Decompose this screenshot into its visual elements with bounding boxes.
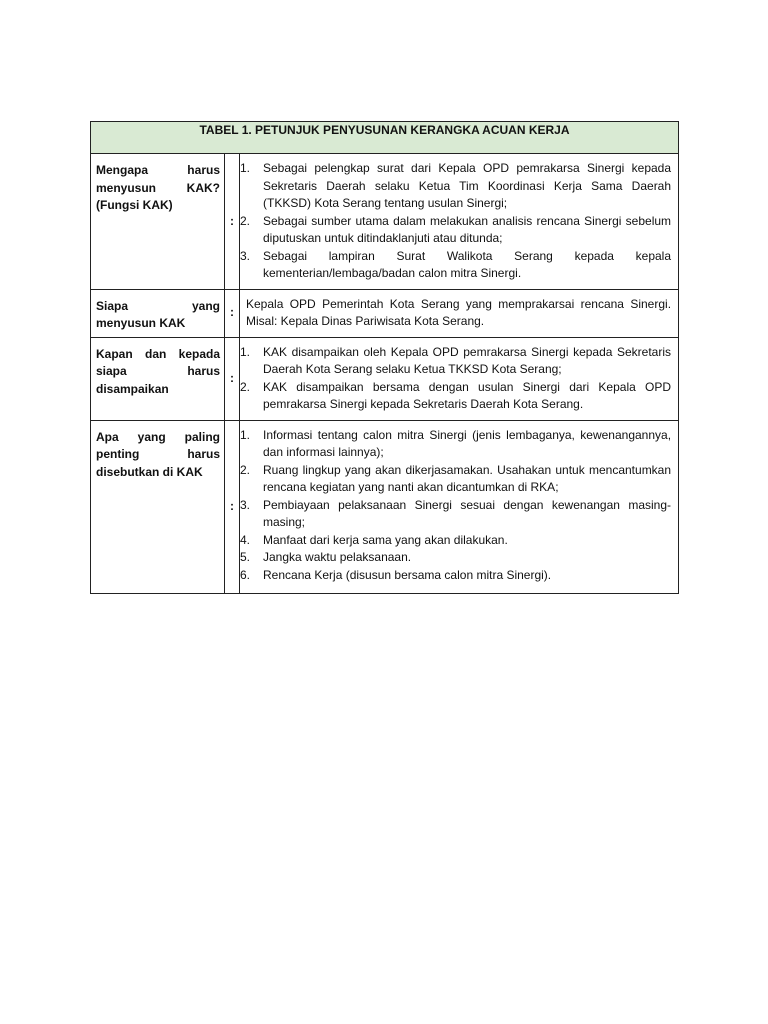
answer-list (240, 427, 671, 585)
answer-text: Kepala OPD Pemerintah Kota Serang yang memprakarsai rencana Sinergi. Misal: Kepala Dinas Pariwisata Kota Serang. (246, 296, 672, 328)
list-item: 3. Sebagai lampiran Surat Walikota Serang kepada kepala kementerian/lembaga/badan calon mitra Sinergi. (240, 248, 672, 280)
table-title: TABEL 1. PETUNJUK PENYUSUNAN KERANGKA ACUAN KERJA (91, 122, 679, 154)
table-row (91, 420, 679, 593)
answer-cell (240, 337, 679, 420)
list-item: 2. Ruang lingkup yang akan dikerjasamakan. Usahakan untuk mencantumkan rencana kegiatan yang nanti akan dicantumkan di RKA; (240, 462, 672, 494)
answer-list (240, 344, 671, 414)
list-item: 2. KAK disampaikan bersama dengan usulan Sinergi dari Kepala OPD pemrakarsa Sinergi kepada Sekretaris Daerah Kota Serang. (240, 379, 672, 411)
colon-separator: : (225, 420, 240, 593)
list-item: 3. Pembiayaan pelaksanaan Sinergi sesuai dengan kewenangan masing-masing; (240, 497, 672, 529)
question-cell: Siapa yang menyusun KAK (91, 289, 225, 337)
list-item: 1. Sebagai pelengkap surat dari Kepala OPD pemrakarsa Sinergi kepada Sekretaris Daerah selaku Ketua Tim Koordinasi Kerja Sama Daerah (TKKSD) Kota Serang tentang usulan Sinergi; (240, 161, 672, 210)
colon-separator: : (225, 289, 240, 337)
list-item: 6. Rencana Kerja (disusun bersama calon mitra Sinergi). (240, 567, 552, 582)
list-item: 5. Jangka waktu pelaksanaan. (240, 550, 412, 564)
question-cell: Kapan dan kepada siapa harus disampaikan (91, 337, 225, 420)
question-cell: Mengapa harus menyusun KAK? (Fungsi KAK) (91, 154, 225, 290)
colon-separator: : (225, 154, 240, 290)
table-row (91, 154, 679, 290)
answer-cell (240, 420, 679, 593)
question-cell: Apa yang paling penting harus disebutkan di KAK (91, 420, 225, 593)
answer-cell (240, 154, 679, 290)
list-item: 1. KAK disampaikan oleh Kepala OPD pemrakarsa Sinergi kepada Sekretaris Daerah Kota Serang selaku Ketua TKKSD Kota Serang; (240, 344, 672, 376)
table-title-row (91, 122, 679, 154)
table-row (91, 289, 679, 337)
answer-cell (240, 289, 679, 337)
list-item: 4. Manfaat dari kerja sama yang akan dilakukan. (240, 532, 508, 547)
list-item: 1. Informasi tentang calon mitra Sinergi (jenis lembaganya, kewenangannya, dan informasi lainnya); (240, 427, 672, 459)
colon-separator: : (225, 337, 240, 420)
guidance-table (90, 121, 679, 594)
table-row (91, 337, 679, 420)
answer-list (240, 160, 671, 283)
list-item: 2. Sebagai sumber utama dalam melakukan analisis rencana Sinergi sebelum diputuskan untuk ditindaklanjuti atau ditunda; (240, 213, 672, 245)
